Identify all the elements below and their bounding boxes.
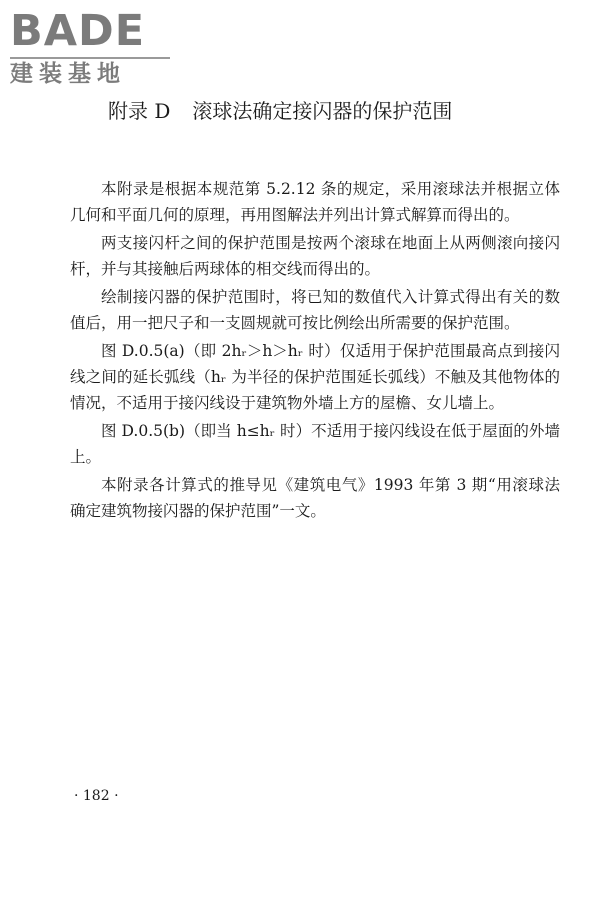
page-number: · 182 · [74,788,119,804]
paragraph-2: 两支接闪杆之间的保护范围是按两个滚球在地面上从两侧滚向接闪杆，并与其接触后两球体的相交线而得出的。 [70,234,560,278]
appendix-body [70,176,560,526]
logo-wordmark: BADE [10,6,146,56]
paragraph-1: 本附录是根据本规范第 5.2.12 条的规定，采用滚球法并根据立体几何和平面几何的原理，再用图解法并列出计算式解算而得出的。 [70,180,560,224]
appendix-label: 附录 D [108,99,171,123]
site-logo [10,8,180,86]
logo-divider [10,57,170,59]
paragraph-3: 绘制接闪器的保护范围时，将已知的数值代入计算式得出有关的数值后，用一把尺子和一支圆规就可按比例绘出所需要的保护范围。 [70,288,560,332]
appendix-title [108,96,548,126]
paragraph-5: 图 D.0.5(b)（即当 h≤hᵣ 时）不适用于接闪线设在低于屋面的外墙上。 [70,422,560,466]
paragraph-6: 本附录各计算式的推导见《建筑电气》1993 年第 3 期“用滚球法确定建筑物接闪器的保护范围”一文。 [70,476,560,520]
logo-chinese-text: 建装基地 [10,61,126,87]
appendix-heading: 滚球法确定接闪器的保护范围 [192,99,453,123]
paragraph-4: 图 D.0.5(a)（即 2hᵣ＞h＞hᵣ 时）仅适用于保护范围最高点到接闪线之间的延长弧线（hᵣ 为半径的保护范围延长弧线）不触及其他物体的情况，不适用于接闪线设于建筑物外墙上方的屋檐、女儿墙上。 [70,342,560,412]
